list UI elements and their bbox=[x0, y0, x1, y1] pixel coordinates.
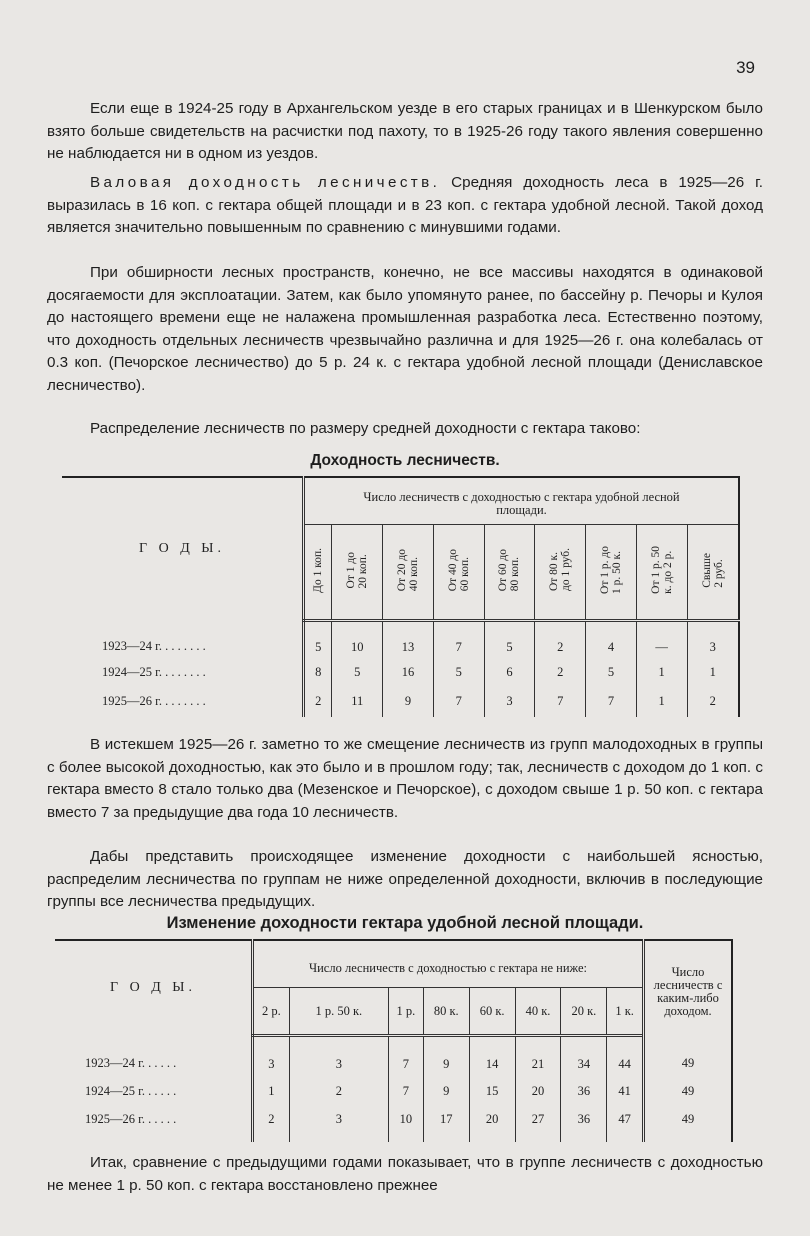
cell: 36 bbox=[561, 1106, 607, 1142]
cell: 10 bbox=[332, 621, 383, 659]
table-row bbox=[62, 621, 739, 659]
table-row bbox=[55, 1036, 732, 1078]
years-header: Г О Д Ы. bbox=[139, 541, 225, 557]
column-header: От 60 до 80 коп. bbox=[484, 525, 535, 621]
row-year: 1923—24 г. . . . . . bbox=[85, 1056, 177, 1070]
cell: 34 bbox=[561, 1036, 607, 1078]
cell: 1 bbox=[687, 659, 739, 687]
cell: 3 bbox=[289, 1106, 388, 1142]
column-header: От 20 до 40 коп. bbox=[383, 525, 434, 621]
page-number: 39 bbox=[736, 58, 755, 77]
table-1-title: Доходность лесничеств. bbox=[310, 452, 500, 469]
table-2-title: Изменение доходности гектара удобной лесной площади. bbox=[166, 914, 644, 932]
cell: 2 bbox=[253, 1106, 290, 1142]
cell: 7 bbox=[586, 687, 637, 717]
cell: 36 bbox=[561, 1078, 607, 1106]
cell-total: 49 bbox=[644, 1106, 733, 1142]
cell: 2 bbox=[687, 687, 739, 717]
cell: 7 bbox=[433, 687, 484, 717]
years-header: Г О Д Ы. bbox=[110, 980, 196, 996]
cell: 2 bbox=[535, 621, 586, 659]
column-header: 1 р. 50 к. bbox=[289, 988, 388, 1036]
cell: 11 bbox=[332, 687, 383, 717]
table-row bbox=[62, 687, 739, 717]
table-income-change bbox=[55, 939, 733, 1142]
cell: 5 bbox=[484, 621, 535, 659]
row-year: 1925—26 г. . . . . . . . bbox=[102, 694, 206, 708]
cell-total: 49 bbox=[644, 1036, 733, 1078]
cell: 15 bbox=[469, 1078, 515, 1106]
cell: 13 bbox=[383, 621, 434, 659]
paragraph-3: При обширности лесных пространств, конечно, не все массивы находятся в одинаковой досягаемости для эксплоатации. Затем, как было упомянуто ранее, по бассейну р. Печоры и Кулоя до настоящего времени еще не налажена промышленная разработка леса. Естественно поэтому, что доходность отдельных лесничеств чрезвычайно различна и для 1925—26 г. она колебалась от 0.3 коп. (Печорское лесничество) до 5 р. 24 к. с гектара удобной лесной площади (Дениславское лесничество). bbox=[47, 264, 763, 394]
cell: 5 bbox=[433, 659, 484, 687]
column-header: От 1 до 20 коп. bbox=[332, 525, 383, 621]
cell: 2 bbox=[289, 1078, 388, 1106]
cell: 3 bbox=[484, 687, 535, 717]
column-header: 2 р. bbox=[253, 988, 290, 1036]
paragraph-2-body: Средняя доходность леса в 1925—26 г. выразилась в 16 коп. с гектара общей площади и в 23 коп. с гектара удобной лесной. Такой доход является значительно повышенным по сравнению с минувшими годами. bbox=[47, 174, 763, 237]
row-year: 1924—25 г. . . . . . . . bbox=[102, 665, 206, 679]
paragraph-7: Итак, сравнение с предыдущими годами показывает, что в группе лесничеств с доходностью не менее 1 р. 50 коп. с гектара восстановлено прежнее bbox=[47, 1154, 763, 1194]
paragraph-2 bbox=[47, 172, 763, 240]
cell: 21 bbox=[515, 1036, 561, 1078]
column-header: Свыше 2 руб. bbox=[687, 525, 739, 621]
column-header: От 80 к. до 1 руб. bbox=[535, 525, 586, 621]
column-header: От 1 р. до 1 р. 50 к. bbox=[586, 525, 637, 621]
cell: 7 bbox=[388, 1078, 423, 1106]
cell: 6 bbox=[484, 659, 535, 687]
cell: 27 bbox=[515, 1106, 561, 1142]
group-header: Число лесничеств с доходностью с гектара удобной лесной площади. bbox=[304, 477, 740, 525]
cell: 3 bbox=[687, 621, 739, 659]
column-header: 20 к. bbox=[561, 988, 607, 1036]
cell: 5 bbox=[586, 659, 637, 687]
cell: 7 bbox=[535, 687, 586, 717]
cell: 2 bbox=[535, 659, 586, 687]
section-heading-inline: Валовая доходность лесничеств. bbox=[90, 174, 441, 191]
row-year: 1925—26 г. . . . . . bbox=[85, 1112, 177, 1126]
column-header: От 1 р. 50 к. до 2 р. bbox=[636, 525, 687, 621]
cell: 9 bbox=[423, 1036, 469, 1078]
cell: 20 bbox=[515, 1078, 561, 1106]
cell: 7 bbox=[433, 621, 484, 659]
cell: 9 bbox=[383, 687, 434, 717]
cell: 10 bbox=[388, 1106, 423, 1142]
column-header: 1 к. bbox=[607, 988, 644, 1036]
total-header: Число лесничеств с каким-либо доходом. bbox=[644, 940, 733, 1036]
column-header: 1 р. bbox=[388, 988, 423, 1036]
table-row bbox=[62, 659, 739, 687]
cell: 2 bbox=[304, 687, 332, 717]
group-header: Число лесничеств с доходностью с гектара не ниже: bbox=[253, 940, 644, 988]
row-year: 1923—24 г. . . . . . . . bbox=[102, 639, 206, 653]
cell-total: 49 bbox=[644, 1078, 733, 1106]
paragraph-6: Дабы представить происходящее изменение доходности с наибольшей ясностью, распределим лесничества по группам не ниже определенной доходности, включив в последующие группы все лесничества предыдущих. bbox=[47, 848, 763, 911]
cell: 5 bbox=[332, 659, 383, 687]
cell: 3 bbox=[253, 1036, 290, 1078]
paragraph-5: В истекшем 1925—26 г. заметно то же смещение лесничеств из групп малодоходных в группы с более высокой доходностью, как это было и в прошлом году; так, лесничеств с доходом до 1 коп. с гектара вместо 8 стало только два (Мезенское и Печорское), с доходом свыше 1 р. 50 коп. с гектара вместо 7 за предыдущие два года 10 лесничеств. bbox=[47, 736, 763, 821]
cell: 20 bbox=[469, 1106, 515, 1142]
cell: 1 bbox=[636, 687, 687, 717]
paragraph-1: Если еще в 1924-25 году в Архангельском уезде в его старых границах и в Шенкурском было взято больше свидетельств на расчистки под пахоту, то в 1925-26 году такого явления совершенно не наблюдается ни в одном из уездов. bbox=[47, 100, 763, 163]
row-year: 1924—25 г. . . . . . bbox=[85, 1084, 177, 1098]
table-row bbox=[55, 1106, 732, 1142]
cell: 44 bbox=[607, 1036, 644, 1078]
column-header: От 40 до 60 коп. bbox=[433, 525, 484, 621]
cell: — bbox=[636, 621, 687, 659]
column-header: 40 к. bbox=[515, 988, 561, 1036]
cell: 7 bbox=[388, 1036, 423, 1078]
cell: 17 bbox=[423, 1106, 469, 1142]
cell: 3 bbox=[289, 1036, 388, 1078]
cell: 9 bbox=[423, 1078, 469, 1106]
paragraph-4: Распределение лесничеств по размеру средней доходности с гектара таково: bbox=[90, 420, 641, 437]
cell: 1 bbox=[253, 1078, 290, 1106]
cell: 47 bbox=[607, 1106, 644, 1142]
table-row bbox=[55, 1078, 732, 1106]
cell: 5 bbox=[304, 621, 332, 659]
cell: 4 bbox=[586, 621, 637, 659]
cell: 1 bbox=[636, 659, 687, 687]
table-income-forestries bbox=[62, 476, 740, 717]
column-header: До 1 коп. bbox=[304, 525, 332, 621]
column-header: 60 к. bbox=[469, 988, 515, 1036]
cell: 14 bbox=[469, 1036, 515, 1078]
cell: 41 bbox=[607, 1078, 644, 1106]
cell: 8 bbox=[304, 659, 332, 687]
column-header: 80 к. bbox=[423, 988, 469, 1036]
cell: 16 bbox=[383, 659, 434, 687]
